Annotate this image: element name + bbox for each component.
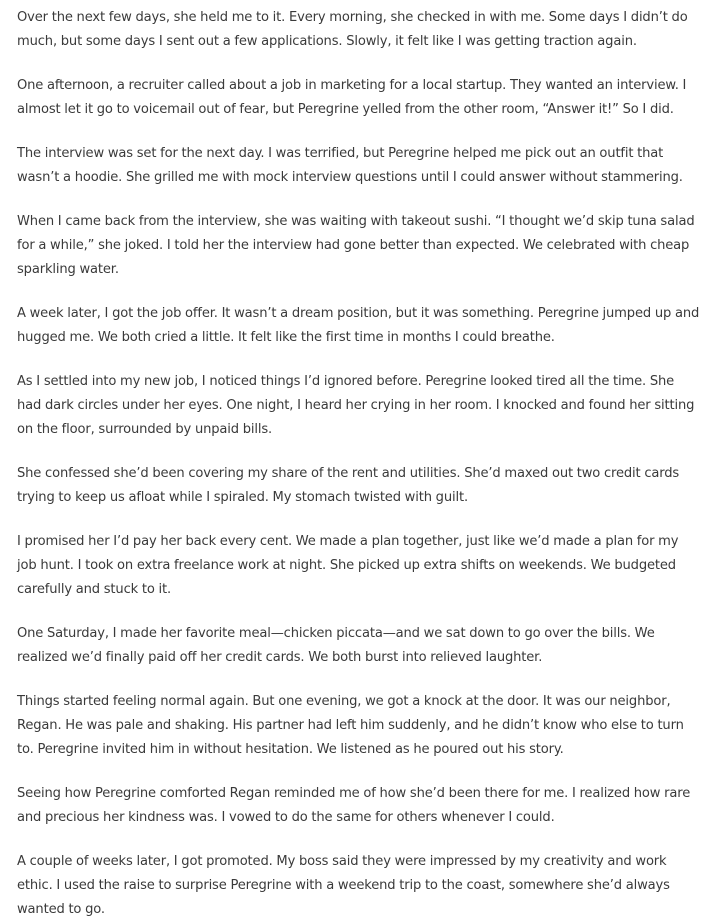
paragraph: The interview was set for the next day. I was terrified, but Peregrine helped me pick out an outfit that wasn’t a hoodie. She grilled me with mock interview questions until I could answer without stammering. [17, 146, 683, 185]
paragraph: I promised her I’d pay her back every cent. We made a plan together, just like we’d made a plan for my job hunt. I took on extra freelance work at night. She picked up extra shifts on weekends. We budgeted carefully and stuck to it. [17, 534, 679, 597]
paragraph: Over the next few days, she held me to it. Every morning, she checked in with me. Some days I didn’t do much, but some days I sent out a few applications. Slowly, it felt like I was getting traction again. [17, 10, 688, 49]
paragraph: A couple of weeks later, I got promoted. My boss said they were impressed by my creativity and work ethic. I used the raise to surprise Peregrine with a weekend trip to the coast, somewhere she’d always wanted to go. [17, 854, 670, 917]
paragraph: She confessed she’d been covering my share of the rent and utilities. She’d maxed out two credit cards trying to keep us afloat while I spiraled. My stomach twisted with guilt. [17, 466, 680, 505]
paragraph: When I came back from the interview, she was waiting with takeout sushi. “I thought we’d skip tuna salad for a while,” she joked. I told her the interview had gone better than expected. We celebrated with cheap sparkling water. [17, 214, 695, 277]
paragraph: Seeing how Peregrine comforted Regan reminded me of how she’d been there for me. I realized how rare and precious her kindness was. I vowed to do the same for others whenever I could. [17, 786, 691, 825]
paragraph: One afternoon, a recruiter called about a job in marketing for a local startup. They wanted an interview. I almost let it go to voicemail out of fear, but Peregrine yelled from the other room, “Answer it!” So I did. [17, 78, 687, 117]
paragraph: As I settled into my new job, I noticed things I’d ignored before. Peregrine looked tired all the time. She had dark circles under her eyes. One night, I heard her crying in her room. I knocked and found her sitting on the floor, surrounded by unpaid bills. [17, 374, 695, 437]
paragraph: One Saturday, I made her favorite meal—chicken piccata—and we sat down to go over the bills. We realized we’d finally paid off her credit cards. We both burst into relieved laughter. [17, 626, 655, 665]
paragraph: Things started feeling normal again. But one evening, we got a knock at the door. It was our neighbor, Regan. He was pale and shaking. His partner had left him suddenly, and he didn’t know who else to turn to. Peregrine invited him in without hesitation. We listened as he poured out his story. [17, 694, 684, 757]
paragraph: A week later, I got the job offer. It wasn’t a dream position, but it was something. Peregrine jumped up and hugged me. We both cried a little. It felt like the first time in months I could breathe. [17, 306, 700, 345]
